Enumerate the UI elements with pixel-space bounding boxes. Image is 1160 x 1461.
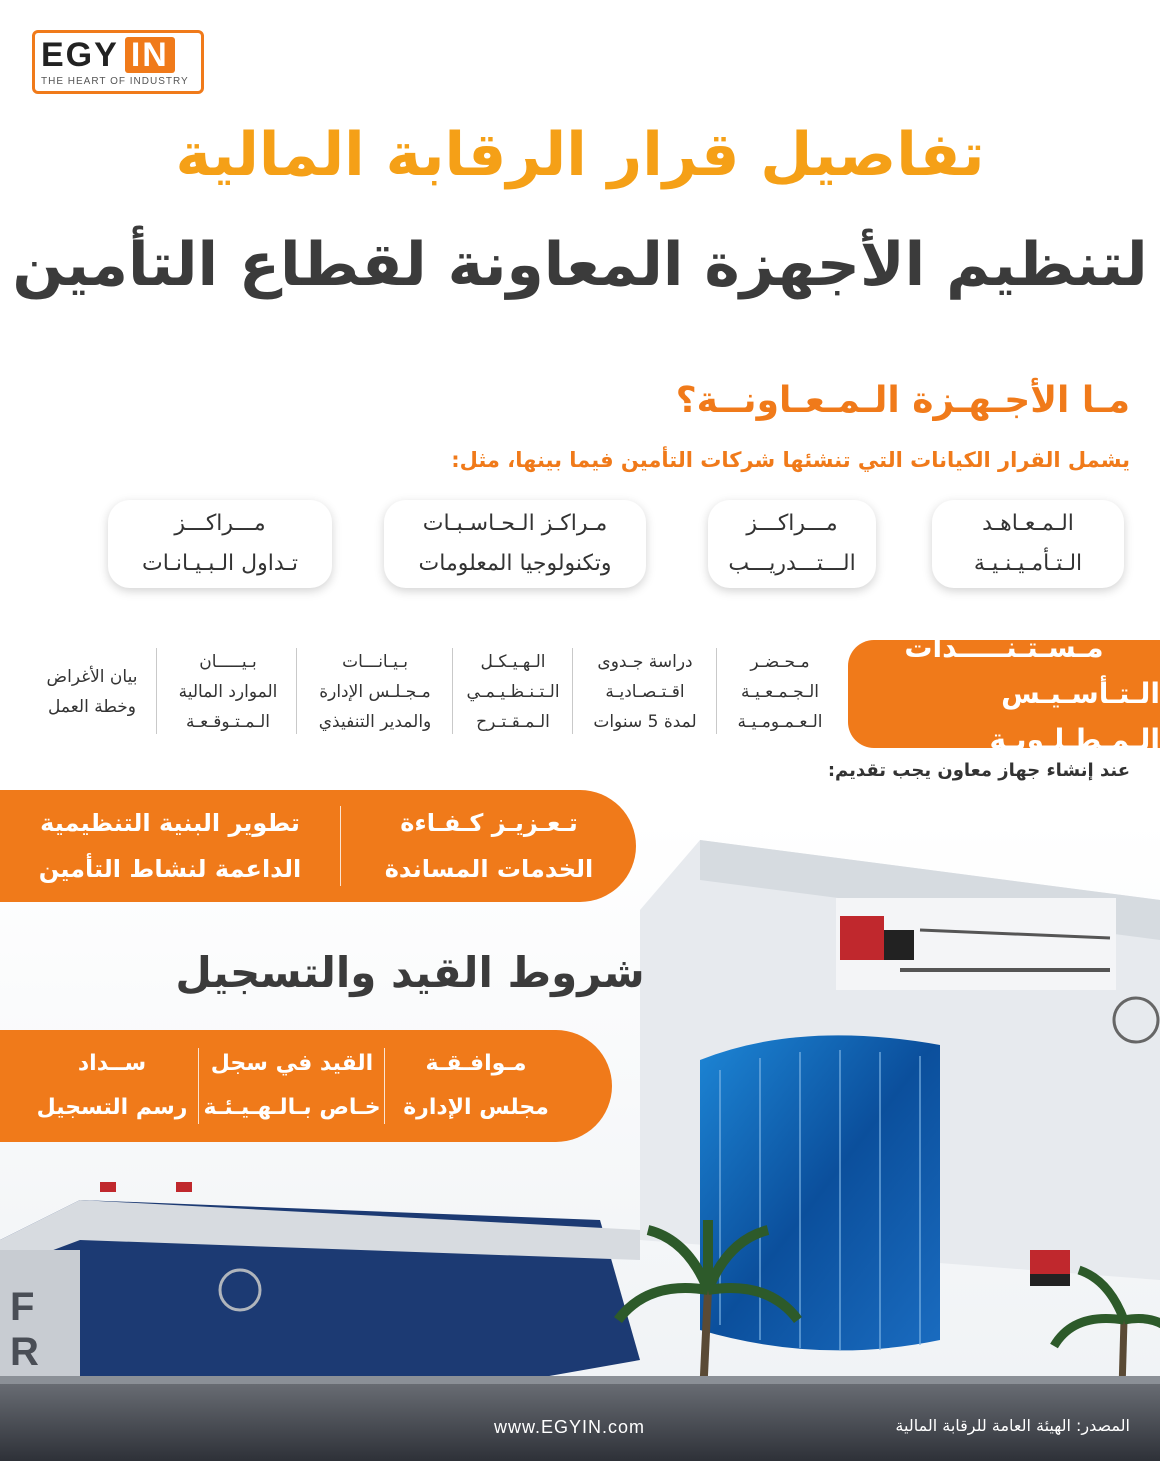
doc-item-line: الـعـمـومـيـة: [737, 712, 823, 732]
doc-item-objectives: [30, 642, 154, 742]
condition-item-line: ســداد: [77, 1051, 147, 1076]
logo-in: IN: [125, 37, 175, 73]
registration-title: شروط القيد والتسجيل: [175, 948, 645, 997]
doc-item-line: الـجـمـعـيـة: [740, 682, 820, 702]
documents-badge: [848, 631, 1160, 756]
page-title: تفاصيل قرار الرقابة المالية: [175, 120, 985, 190]
documents-note: عند إنشاء جهاز معاون يجب تقديم:: [827, 760, 1130, 781]
doc-separator: [452, 648, 453, 734]
doc-item-line: وخطة العمل: [48, 697, 136, 717]
entity-card-line: مـراكـز الـحـاسـبـات: [422, 511, 608, 536]
condition-item-line: مجلس الإدارة: [403, 1095, 549, 1120]
doc-item-line: دراسة جـدوى: [597, 652, 693, 672]
conditions-bar: [0, 1030, 612, 1142]
doc-item-line: الموارد المالية: [178, 682, 278, 702]
footer-source: المصدر: الهيئة العامة للرقابة المالية: [895, 1416, 1130, 1435]
doc-item-line: بيان الأغراض: [46, 667, 138, 687]
entity-card-line: وتكنولوجيا المعلومات: [418, 551, 612, 576]
entity-card-line: تـداول الـبـيـانـات: [142, 551, 298, 576]
doc-separator: [572, 648, 573, 734]
condition-item-line: القيد في سجل: [210, 1051, 374, 1076]
doc-separator: [156, 648, 157, 734]
svg-text:F: F: [10, 1285, 35, 1329]
goal-item-line: تطوير البنية التنظيمية: [40, 809, 300, 837]
doc-item-line: اقـتـصـاديـة: [605, 682, 685, 702]
entity-card-institutes: [932, 500, 1124, 588]
condition-item-line: رسم التسجيل: [36, 1095, 188, 1120]
documents-badge-line: مـسـتـنـــــدات: [904, 631, 1104, 664]
entity-card-data-exchange: [108, 500, 332, 588]
condition-separator: [198, 1048, 199, 1124]
condition-item-line: خـاص بـالـهـيـئـة: [203, 1095, 381, 1120]
doc-separator: [716, 648, 717, 734]
svg-text:R: R: [10, 1330, 39, 1374]
doc-item-board-data: [300, 642, 450, 742]
logo-tagline: THE HEART OF INDUSTRY: [41, 76, 189, 87]
doc-item-line: الـهـيـكـل: [480, 652, 546, 672]
goal-item-line: الخدمات المساندة: [384, 855, 594, 883]
logo-egy: EGY: [41, 35, 119, 74]
condition-item-fee-payment: [28, 1030, 196, 1142]
condition-separator: [384, 1048, 385, 1124]
doc-item-line: بـيـانـــات: [342, 652, 408, 672]
doc-item-line: لمدة 5 سنوات: [593, 712, 697, 732]
goal-separator: [340, 806, 341, 886]
egyin-logo: [32, 30, 204, 94]
doc-separator: [296, 648, 297, 734]
documents-badge-line: الـتـأسـيـس الـمـطـلـوبـة: [989, 677, 1160, 756]
condition-item-board-approval: [386, 1030, 566, 1142]
entity-card-line: الـتـأمـيـنـيـة: [973, 551, 1083, 576]
entity-card-line: الـمـعـاهـد: [982, 511, 1074, 536]
footer-website: www.EGYIN.com: [494, 1417, 646, 1437]
doc-item-minutes: [722, 642, 838, 742]
entities-question: مـا الأجـهـزة الـمـعـاونــة؟: [675, 380, 1130, 421]
doc-item-line: والمدير التنفيذي: [318, 712, 432, 732]
doc-item-line: الـمـقـتـرح: [476, 712, 550, 732]
doc-item-line: الـتـنـظـيـمـي: [466, 682, 560, 702]
doc-item-line: بـيـــــان: [199, 652, 257, 672]
page-subtitle: لتنظيم الأجهزة المعاونة لقطاع التأمين: [12, 230, 1148, 300]
entity-card-training: [708, 500, 876, 588]
goal-item-structure: [0, 790, 340, 902]
doc-item-line: الـمـتـوقـعـة: [186, 712, 270, 732]
goal-item-line: تـعـزيـز كـفـاءة: [400, 809, 578, 837]
entity-card-line: الـــتـــدريـــب: [728, 551, 856, 576]
entities-description: يشمل القرار الكيانات التي تنشئها شركات التأمين فيما بينها، مثل:: [451, 448, 1130, 472]
goals-bar: [0, 790, 636, 902]
entity-card-line: مـــراكـــز: [746, 511, 838, 536]
entity-card-computing: [384, 500, 646, 588]
entity-card-line: مـــراكـــز: [174, 511, 266, 536]
doc-item-structure: [456, 642, 570, 742]
doc-item-feasibility: [576, 642, 714, 742]
goal-item-line: الداعمة لنشاط التأمين: [38, 855, 302, 883]
condition-item-special-register: [202, 1030, 382, 1142]
doc-item-line: مـحـضـر: [750, 652, 810, 672]
condition-item-line: مـوافـقـة: [425, 1051, 527, 1076]
doc-item-financial-resources: [162, 642, 294, 742]
goal-item-efficiency: [344, 790, 634, 902]
doc-item-line: مـجـلـس الإدارة: [319, 682, 431, 702]
